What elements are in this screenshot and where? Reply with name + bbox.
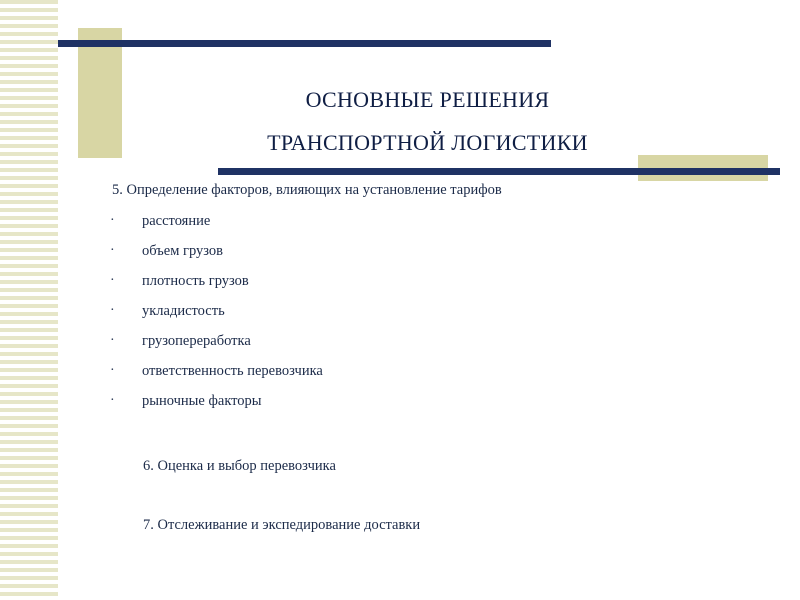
factor-text: объем грузов bbox=[142, 243, 223, 259]
factor-text: укладистость bbox=[142, 303, 225, 319]
bullet-icon: · bbox=[110, 303, 115, 318]
bullet-icon: · bbox=[110, 213, 115, 228]
bullet-icon: · bbox=[110, 393, 115, 408]
bullet-icon: · bbox=[110, 243, 115, 258]
point-7-heading: 7. Отслеживание и экспедирование доставки bbox=[143, 517, 421, 533]
point-5-heading: 5. Определение факторов, влияющих на установление тарифов bbox=[112, 182, 502, 198]
point-6-heading: 6. Оценка и выбор перевозчика bbox=[143, 458, 336, 474]
decorative-line-top bbox=[58, 40, 551, 47]
factor-text: плотность грузов bbox=[142, 273, 249, 289]
decorative-block-top bbox=[78, 28, 122, 158]
decorative-line-bottom bbox=[218, 168, 780, 175]
factor-text: рыночные факторы bbox=[142, 393, 262, 409]
slide-title-line-1: ОСНОВНЫЕ РЕШЕНИЯ bbox=[305, 87, 550, 112]
bullet-icon: · bbox=[110, 333, 115, 348]
factor-text: расстояние bbox=[142, 213, 211, 229]
slide-title-line-2: ТРАНСПОРТНОЙ ЛОГИСТИКИ bbox=[267, 130, 588, 155]
bullet-icon: · bbox=[110, 273, 115, 288]
bullet-icon: · bbox=[110, 363, 115, 378]
decorative-stripes bbox=[0, 0, 58, 600]
factor-text: грузопереработка bbox=[142, 333, 251, 349]
factor-text: ответственность перевозчика bbox=[142, 363, 323, 379]
